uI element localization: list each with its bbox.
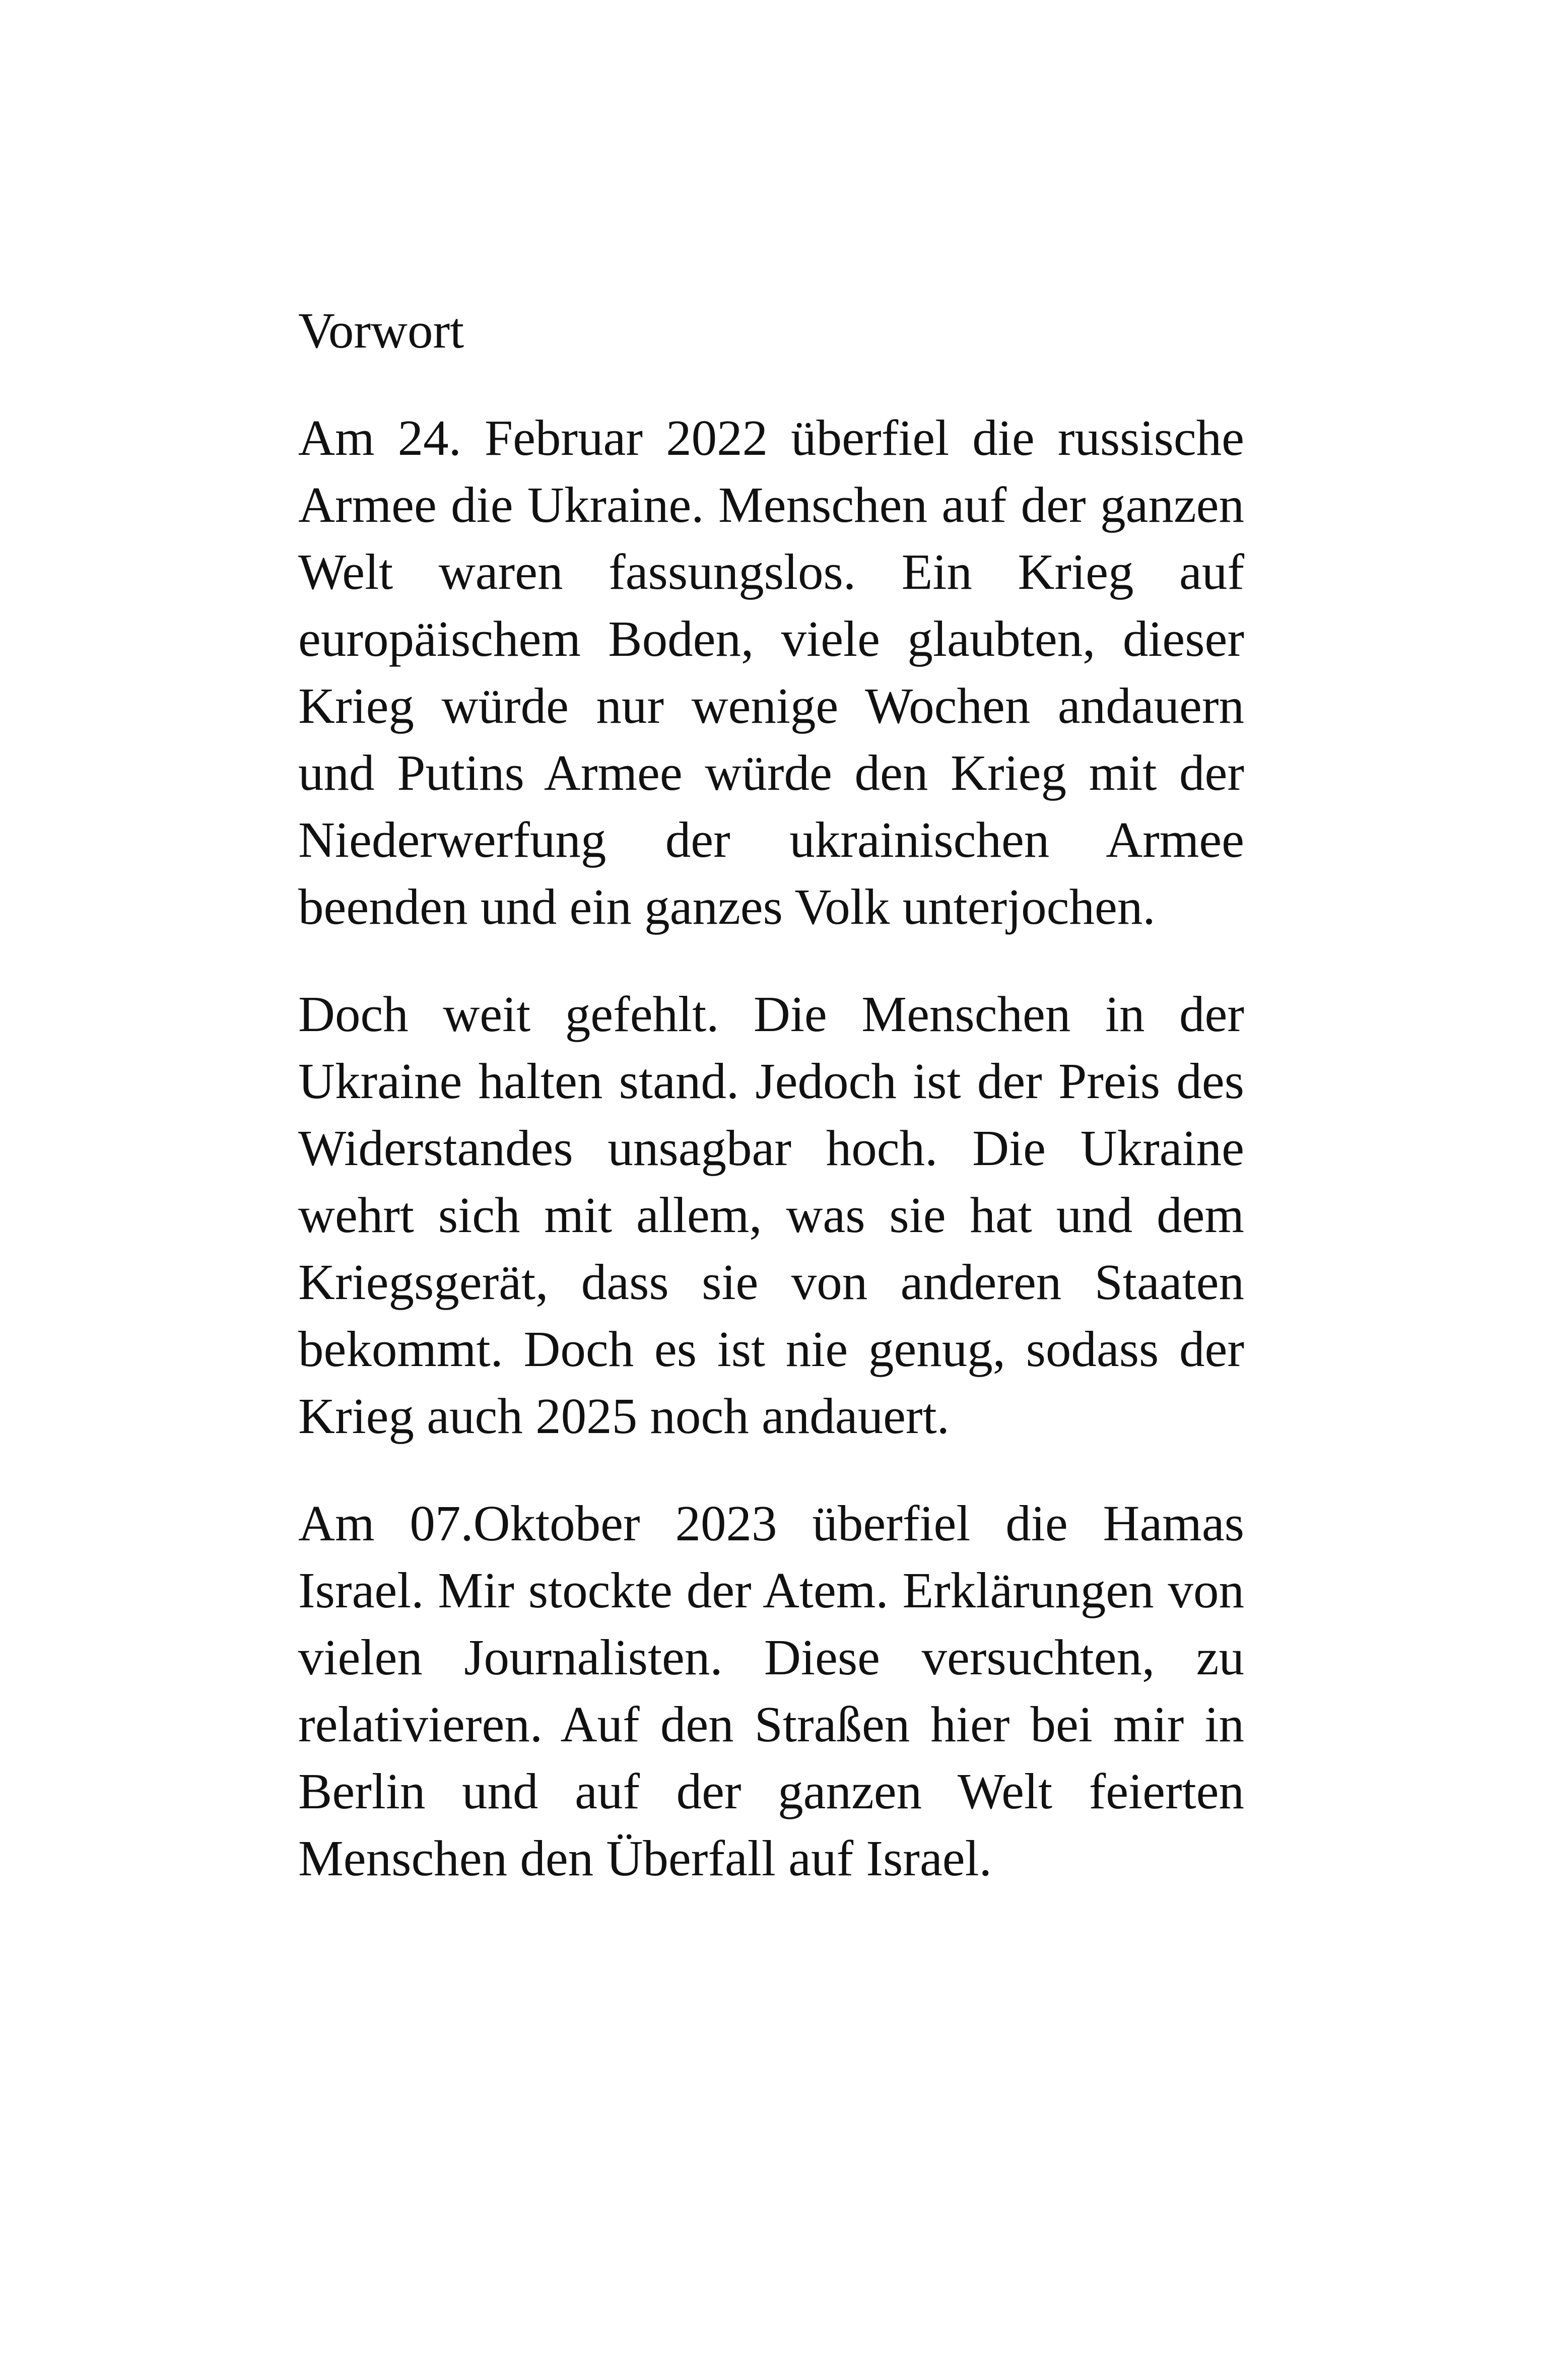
- paragraph-3: Am 07.Oktober 2023 überfiel die Hamas Israel. Mir stockte der Atem. Erklärungen von vielen Journalisten. Diese versuchten, zu relativieren. Auf den Straßen hier bei mir in Berlin und auf der ganzen Welt feierten Menschen den Überfall auf Israel.: [298, 1495, 1244, 1886]
- page-title: Vorwort: [298, 302, 464, 359]
- paragraph-1: Am 24. Februar 2022 überfiel die russische Armee die Ukraine. Menschen auf der ganzen Welt waren fassungslos. Ein Krieg auf europäischem Boden, viele glaubten, dieser Krieg würde nur wenige Wochen andauern und Putins Armee würde den Krieg mit der Niederwerfung der ukrainischen Armee beenden und ein ganzes Volk unterjochen.: [298, 410, 1244, 935]
- document-body: [298, 297, 1244, 1892]
- paragraph-2: Doch weit gefehlt. Die Menschen in der Ukraine halten stand. Jedoch ist der Preis des Widerstandes unsagbar hoch. Die Ukraine wehrt sich mit allem, was sie hat und dem Kriegsgerät, dass sie von anderen Staaten bekommt. Doch es ist nie genug, sodass der Krieg auch 2025 noch andauert.: [298, 986, 1244, 1444]
